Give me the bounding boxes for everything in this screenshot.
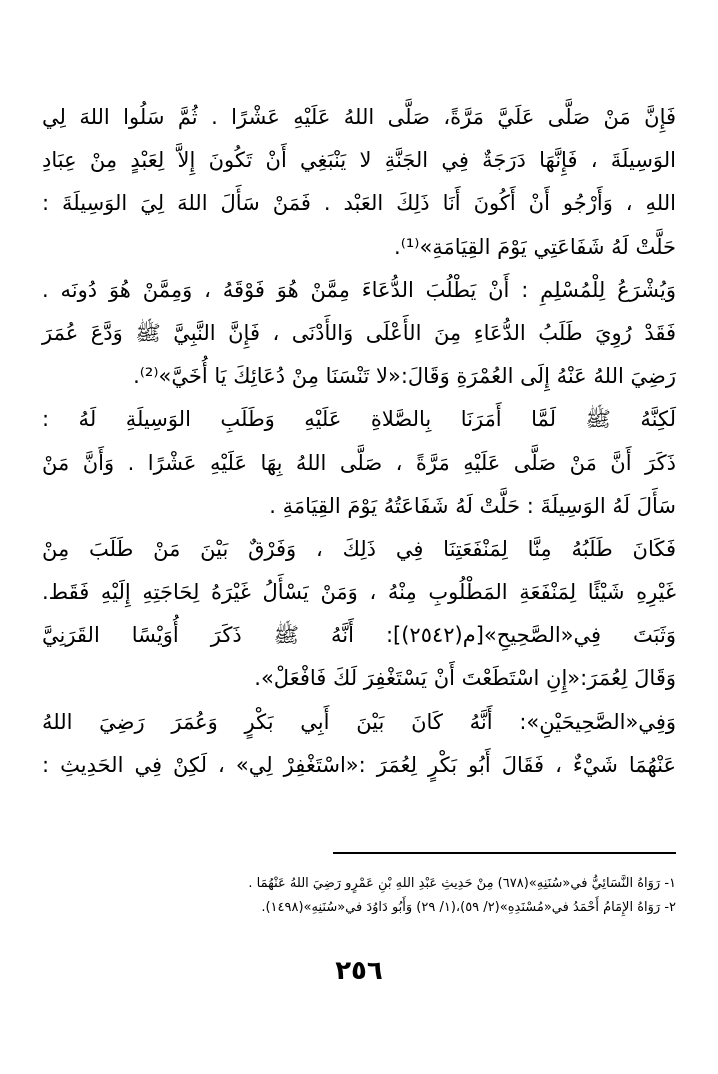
text-line: فَقَدْ رُوِيَ طَلَبُ الدُّعَاءِ مِنَ الأَعْلَى وَالأَدْنَى ، فَإِنَّ النَّبِيَّ ﷺ وَدَّعَ عُمَرَ bbox=[42, 320, 676, 345]
text-line: لَكِنَّهُ ﷺ لَمَّا أَمَرَنَا بِالصَّلاةِ عَلَيْهِ وَطَلَبِ الوَسِيلَةِ لَهُ : bbox=[42, 407, 676, 432]
footnotes bbox=[120, 872, 676, 920]
text-line: وَقَالَ لِعُمَرَ:«إِنِ اسْتَطَعْتَ أَنْ يَسْتَغْفِرَ لَكَ فَافْعَلْ». bbox=[254, 666, 676, 691]
text-line: غَيْرِهِ شَيْئًا لِمَنْفَعَةِ المَطْلُوبِ مِنْهُ ، وَمَنْ يَسْأَلُ غَيْرَهُ لِحَاجَتِهِ إِلَيْهِ فَقَط. bbox=[42, 580, 676, 605]
footnote-2: ٢- رَوَاهُ الإِمَامُ أَحْمَدُ في«مُسْنَدِهِ»(٢/ ٥٩)،(١/ ٢٩) وَأَبُو دَاوُدَ في«سُنَنِهِ»(١٤٩٨). bbox=[261, 900, 676, 915]
text-line: حَلَّتْ لَهُ شَفَاعَتِي يَوْمَ القِيَامَةِ»⁽¹⁾. bbox=[394, 234, 676, 259]
text-line: فَإِنَّ مَنْ صَلَّى عَلَيَّ مَرَّةً، صَلَّى اللهُ عَلَيْهِ عَشْرًا . ثُمَّ سَلُوا اللهَ لِي bbox=[42, 105, 676, 129]
main-text bbox=[42, 96, 676, 787]
text-line: رَضِيَ اللهُ عَنْهُ إِلَى العُمْرَةِ وَقَالَ:«لا تَنْسَنَا مِنْ دُعَائِكَ يَا أُخَيَّ»⁽²⁾. bbox=[133, 364, 676, 389]
text-line: وَيُشْرَعُ لِلْمُسْلِمِ : أَنْ يَطْلُبَ الدُّعَاءَ مِمَّنْ هُوَ فَوْقَهُ ، وَمِمَّنْ هُوَ دُونَه . bbox=[42, 277, 676, 302]
text-line: سَأَلَ لَهُ الوَسِيلَةَ : حَلَّتْ لَهُ شَفَاعَتُهُ يَوْمَ القِيَامَةِ . bbox=[269, 493, 676, 518]
text-line: وَفِي«الصَّحِيحَيْنِ»: أَنَّهُ كَانَ بَيْنَ أَبِي بَكْرٍ وَعُمَرَ رَضِيَ اللهُ bbox=[42, 709, 676, 734]
text-line: عَنْهُمَا شَيْءٌ ، فَقَالَ أَبُو بَكْرٍ لِعُمَرَ :«اسْتَغْفِرْ لِي» ، لَكِنْ فِي الحَدِيثِ : bbox=[42, 752, 676, 777]
text-line: اللهِ ، وَأَرْجُو أَنْ أَكُونَ أَنَا ذَلِكَ العَبْد . فَمَنْ سَأَلَ اللهَ لِيَ الوَسِيلَةَ : bbox=[42, 191, 676, 216]
text-line: فَكَانَ طَلَبُهُ مِنَّا لِمَنْفَعَتِنَا فِي ذَلِكَ ، وَفَرْقٌ بَيْنَ مَنْ طَلَبَ مِنْ bbox=[42, 536, 676, 561]
footnote-separator bbox=[333, 852, 676, 854]
footnote-1: ١- رَوَاهُ النَّسَائِيُّ في«سُنَنِهِ»(٦٧٨) مِنْ حَدِيثِ عَبْدِ اللهِ بْنِ عَمْرٍو رَضِيَ اللهُ عَنْهُمَا . bbox=[248, 876, 676, 891]
page-number: ٢٥٦ bbox=[335, 956, 383, 986]
text-line: وَثَبَتَ فِي«الصَّحِيحِ»[م(٢٥٤٢)]: أَنَّهُ ﷺ ذَكَرَ أُوَيْسًا القَرَنِيَّ bbox=[42, 623, 677, 648]
text-line: الوَسِيلَةَ ، فَإِنَّهَا دَرَجَةٌ فِي الجَنَّةِ لا يَنْبَغِي أَنْ تَكُونَ إِلاَّ لِعَبْدٍ مِنْ عِبَادِ bbox=[42, 148, 676, 173]
text-line: ذَكَرَ أَنَّ مَنْ صَلَّى عَلَيْهِ مَرَّةً ، صَلَّى اللهُ بِهَا عَلَيْهِ عَشْرًا . وَأَنَّ مَنْ bbox=[42, 450, 676, 475]
